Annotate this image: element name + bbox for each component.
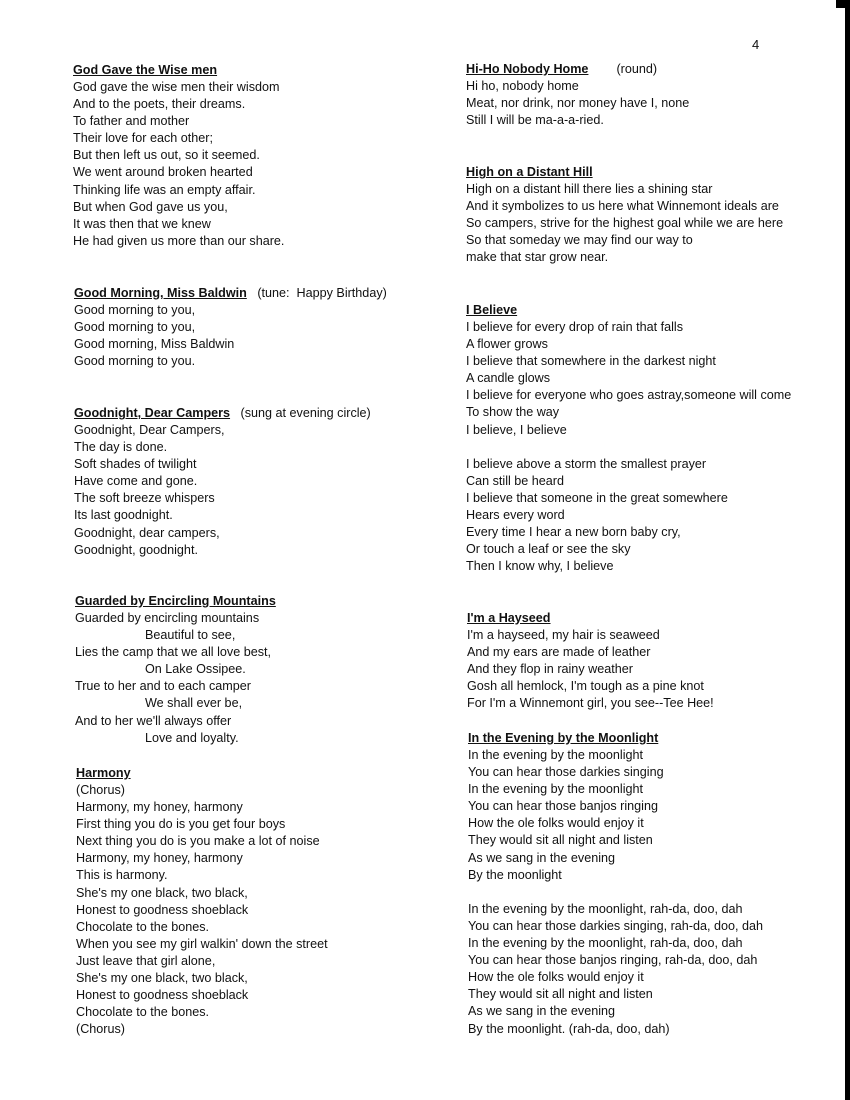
lyric-line: make that star grow near. [466,250,609,265]
song-header [468,730,763,747]
lyric-line: Honest to goodness shoeblack [76,902,249,917]
lyric-line: To father and mother [73,114,190,129]
lyric-line: Good morning, Miss Baldwin [74,337,235,352]
lyric-line: How the ole folks would enjoy it [468,970,644,985]
lyric-line: Good morning to you, [74,303,196,317]
song-right-4 [468,730,763,1038]
lyric-line: Harmony, my honey, harmony [76,800,243,815]
lyric-line: She's my one black, two black, [76,885,248,900]
lyric-line: Goodnight, dear campers, [74,525,220,540]
lyric-line [468,884,763,901]
lyric-line: High on a distant hill there lies a shining star [466,182,713,196]
lyric-line: The soft breeze whispers [74,491,215,506]
lyric-line: In the evening by the moonlight [468,782,644,797]
lyric-line: In the evening by the moonlight [468,748,644,762]
lyric-line: True to her and to each camper [75,679,251,694]
song-left-1 [74,285,387,370]
lyric-line: So that someday we may find our way to [466,233,693,248]
song-note: (round) [616,62,658,76]
song-header [466,164,783,181]
lyric-line: Beautiful to see, [145,628,236,643]
lyric-line: For I'm a Winnemont girl, you see--Tee Hee! [467,696,714,711]
lyric-line: To show the way [466,405,560,420]
lyric-line: By the moonlight [468,867,562,882]
lyric-line: And to the poets, their dreams. [73,97,246,112]
song-right-1 [466,164,783,266]
lyric-line: In the evening by the moonlight, rah-da, doo, dah [468,901,743,916]
song-header [466,61,689,78]
lyric-line: And my ears are made of leather [467,645,651,660]
lyric-line: As we sang in the evening [468,1004,616,1019]
lyric-line: Have come and gone. [74,474,198,489]
lyric-line: He had given us more than our share. [73,233,285,248]
song-header [75,593,276,610]
lyric-line: Chocolate to the bones. [76,919,210,934]
lyric-line: Can still be heard [466,473,565,488]
lyric-line: I believe that someone in the great somewhere [466,490,728,505]
lyric-line: When you see my girl walkin' down the street [76,936,328,951]
lyric-line [466,439,791,456]
song-header [74,405,371,422]
lyric-line: She's my one black, two black, [76,971,248,986]
lyric-line: You can hear those banjos ringing, rah-da, doo, dah [468,953,758,968]
lyric-line: Soft shades of twilight [74,457,197,472]
lyric-line: And to her we'll always offer [75,713,232,728]
lyric-line: Honest to goodness shoeblack [76,988,249,1003]
song-title: God Gave the Wise men [73,63,218,77]
song-left-3 [75,593,276,747]
lyric-line: So campers, strive for the highest goal while we are here [466,216,784,231]
song-title: Harmony [76,766,131,780]
lyric-line: Their love for each other; [73,131,214,146]
song-header [76,765,328,782]
lyric-line: Good morning to you. [74,354,196,369]
lyric-line: I believe for everyone who goes astray,someone will come [466,388,792,403]
lyric-line: I believe above a storm the smallest prayer [466,456,707,471]
song-title: I'm a Hayseed [467,611,551,625]
lyric-line: You can hear those banjos ringing [468,799,658,814]
lyric-line: We went around broken hearted [73,165,253,180]
song-left-0 [73,62,284,250]
lyric-line: Goodnight, Dear Campers, [74,423,225,437]
lyric-line: They would sit all night and listen [468,987,653,1002]
lyric-line: But then left us out, so it seemed. [73,148,260,163]
lyric-line: A candle glows [466,371,551,386]
song-title: Goodnight, Dear Campers [74,406,231,420]
lyric-line: They would sit all night and listen [468,833,653,848]
song-title: Hi-Ho Nobody Home [466,62,589,76]
page-number: 4 [752,37,760,52]
song-header [467,610,714,627]
lyric-line: Then I know why, I believe [466,559,614,574]
lyric-line: (Chorus) [76,783,125,797]
lyric-line: Lies the camp that we all love best, [75,645,272,660]
song-title: High on a Distant Hill [466,165,593,179]
lyric-line: Or touch a leaf or see the sky [466,542,631,557]
lyric-line: Thinking life was an empty affair. [73,182,256,197]
lyric-line: And they flop in rainy weather [467,662,633,677]
scan-edge-bar [845,8,850,1100]
lyric-line: The day is done. [74,440,168,455]
lyric-line: Hi ho, nobody home [466,79,579,93]
lyric-line: But when God gave us you, [73,199,228,214]
lyric-line: I believe, I believe [466,422,567,437]
song-left-2 [74,405,371,559]
lyric-line: Guarded by encircling mountains [75,611,260,625]
song-left-4 [76,765,328,1038]
song-title: Good Morning, Miss Baldwin [74,286,247,300]
song-right-2 [466,302,791,575]
lyric-line: You can hear those darkies singing [468,765,664,780]
song-title: In the Evening by the Moonlight [468,731,659,745]
lyric-line: You can hear those darkies singing, rah-da, doo, dah [468,918,763,933]
lyric-line: Love and loyalty. [145,730,239,745]
song-header [466,302,791,319]
lyric-line: Hears every word [466,508,565,523]
lyric-line: I'm a hayseed, my hair is seaweed [467,628,660,642]
lyric-line: It was then that we knew [73,216,211,231]
scan-edge-top [836,0,850,8]
lyric-line: Next thing you do is you make a lot of noise [76,834,320,849]
lyric-line: Goodnight, goodnight. [74,542,198,557]
lyric-line: Still I will be ma-a-a-ried. [466,113,604,128]
lyric-line: As we sang in the evening [468,850,616,865]
lyric-line: How the ole folks would enjoy it [468,816,644,831]
song-note: (sung at evening circle) [240,406,371,420]
lyric-line: On Lake Ossipee. [145,662,246,677]
lyric-line: (Chorus) [76,1022,125,1037]
song-header [73,62,284,79]
song-title: I Believe [466,303,518,317]
lyric-line: Good morning to you, [74,320,196,335]
lyric-line: I believe that somewhere in the darkest night [466,354,716,369]
lyric-line: And it symbolizes to us here what Winnemont ideals are [466,199,779,214]
song-right-3 [467,610,714,712]
lyric-line: By the moonlight. (rah-da, doo, dah) [468,1021,670,1036]
lyric-line: I believe for every drop of rain that falls [466,320,684,334]
lyric-line: We shall ever be, [145,696,243,711]
lyric-line: Every time I hear a new born baby cry, [466,525,681,540]
lyric-line: This is harmony. [76,868,168,883]
lyric-line: Gosh all hemlock, I'm tough as a pine knot [467,679,704,694]
lyric-line: Its last goodnight. [74,508,173,523]
lyric-line: God gave the wise men their wisdom [73,80,280,94]
lyric-line: Meat, nor drink, nor money have I, none [466,96,690,111]
song-header [74,285,387,302]
lyric-line: In the evening by the moonlight, rah-da, doo, dah [468,936,743,951]
song-right-0 [466,61,689,129]
lyric-line: First thing you do is you get four boys [76,817,286,832]
song-note: (tune: Happy Birthday) [257,286,387,300]
lyric-line: Harmony, my honey, harmony [76,851,243,866]
song-title: Guarded by Encircling Mountains [75,594,276,608]
lyric-line: Just leave that girl alone, [76,953,216,968]
lyric-line: A flower grows [466,337,548,352]
lyric-line: Chocolate to the bones. [76,1005,210,1020]
